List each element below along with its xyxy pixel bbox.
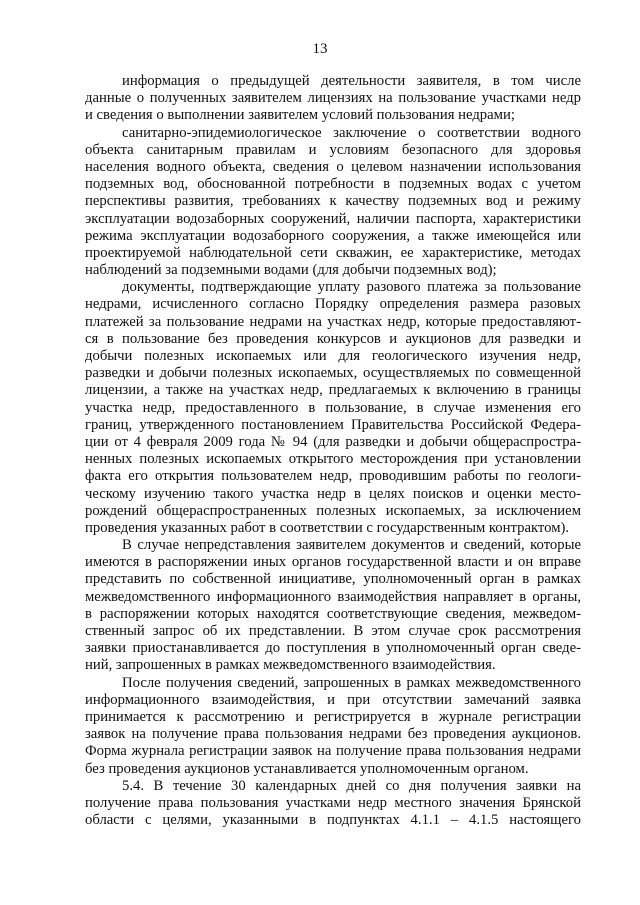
text-line: объекта санитарным правилам и условиям безопасного для здоровья [85, 141, 581, 158]
text-line: режима эксплуатации водозаборного сооружения, а также имеющейся или [85, 227, 581, 244]
text-line: в распоряжении которых находятся соответствующие сведения, межведом- [85, 605, 581, 622]
text-line: участка недр, предоставленного в пользование, в случае изменения его [85, 399, 581, 416]
text-line: населения водного объекта, сведения о целевом назначении использования [85, 158, 581, 175]
text-line: ний, запрошенных в рамках межведомственного взаимодействия. [85, 657, 496, 674]
text-line: без проведения аукционов устанавливается уполномоченным органом. [85, 760, 529, 777]
text-line: межведомственного информационного взаимодействия направляет в органы, [85, 588, 581, 605]
text-line: области с целями, указанными в подпунктах 4.1.1 – 4.1.5 настоящего [85, 812, 581, 829]
text-line: проведения указанных работ в соответствии с государственным контрактом). [85, 519, 570, 536]
text-line: проектируемой наблюдательной сети скважин, ее характеристике, методах [85, 244, 581, 261]
text-line: подземных вод, обоснованной потребности в подземных водах с учетом [85, 176, 581, 193]
text-line: ции от 4 февраля 2009 года № 94 (для разведки и добычи общераспростра- [85, 433, 581, 450]
text-line: ческому изучению такого участка недр в целях поисков и оценки место- [85, 485, 581, 502]
text-line: информационного взаимодействия, и при отсутствии замечаний заявка [85, 691, 581, 708]
text-line: перспективы развития, требованиях к качеству подземных вод и режиму [85, 193, 581, 210]
text-line: В случае непредставления заявителем документов и сведений, которые [122, 537, 581, 554]
page-number: 13 [312, 41, 328, 57]
text-line: Форма журнала регистрации заявок на получение права пользования недрами [85, 743, 581, 760]
text-line: разведки и добычи полезных ископаемых, осуществляемых по совмещенной [85, 365, 581, 382]
text-line: принимается к рассмотрению и регистрируется в журнале регистрации [85, 708, 581, 725]
text-line: рождений общераспространенных полезных ископаемых, за исключением [85, 502, 581, 519]
text-line: документы, подтверждающие уплату разового платежа за пользование [122, 279, 581, 296]
document-body [85, 73, 581, 829]
text-line: После получения сведений, запрошенных в рамках межведомственного [122, 674, 581, 691]
text-line: данные о полученных заявителем лицензиях на пользование участками недр [85, 90, 581, 107]
text-line: лицензии, а также на участках недр, предлагаемых к включению в границы [85, 382, 581, 399]
text-line: ственный запрос об их представлении. В этом случае срок рассмотрения [85, 623, 581, 639]
text-line: ненных полезных ископаемых открытого месторождения при установлении [85, 451, 581, 468]
text-line: границ, утвержденного постановлением Правительства Российской Федера- [85, 416, 581, 433]
text-line: платежей за пользование недрами на участках недр, которые предоставляют- [85, 313, 581, 330]
text-line: 5.4. В течение 30 календарных дней со дня получения заявки на [122, 777, 581, 794]
text-line: информация о предыдущей деятельности заявителя, в том числе [122, 73, 581, 89]
text-line: заявок на получение права пользования недрами без проведения аукционов. [85, 726, 581, 743]
text-line: эксплуатации водозаборных сооружений, наличии паспорта, характеристики [85, 210, 581, 227]
text-line: добычи полезных ископаемых или для геологического изучения недр, [85, 348, 581, 364]
text-line: недрами, исчисленного согласно Порядку определения размера разовых [85, 296, 581, 313]
text-line: факта его открытия пользователем недр, проводившим работы по геологи- [85, 468, 581, 485]
text-line: получение права пользования участками недр местного значения Брянской [85, 794, 581, 811]
text-line: ся в пользование без проведения конкурсов и аукционов для разведки и [85, 330, 581, 347]
text-line: представить по собственной инициативе, уполномоченный орган в рамках [85, 571, 581, 588]
text-line: и сведения о выполнении заявителем условий пользования недрами; [85, 107, 515, 124]
text-line: заявки приостанавливается до поступления в уполномоченный орган сведе- [85, 640, 581, 657]
text-line: санитарно-эпидемиологическое заключение о соответствии водного [122, 124, 581, 141]
text-line: имеются в распоряжении иных органов государственной власти и он вправе [85, 554, 581, 571]
text-line: наблюдений за подземными водами (для добычи подземных вод); [85, 262, 497, 279]
